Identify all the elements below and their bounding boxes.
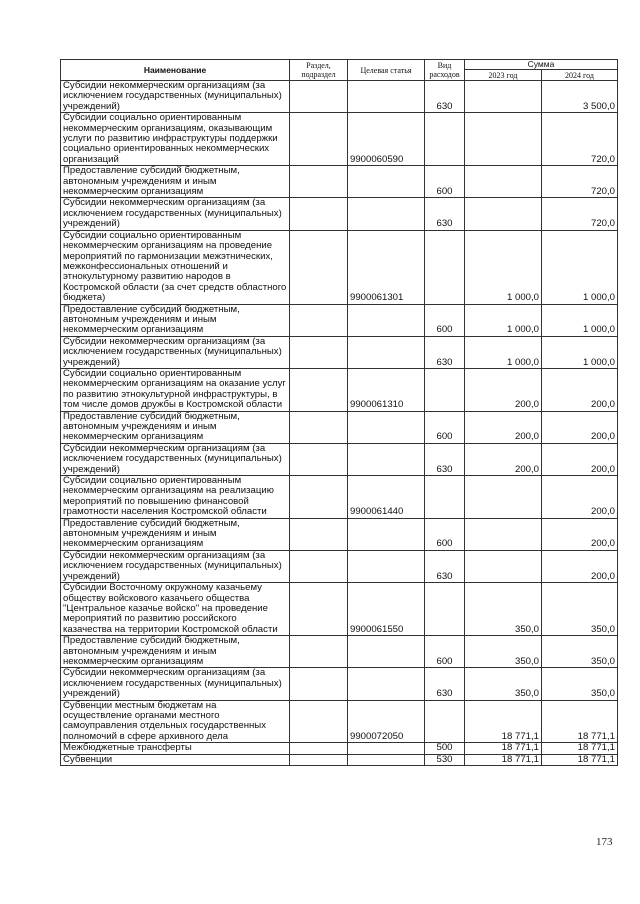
row-name: Предоставление субсидий бюджетным, автономным учреждениям и иным некоммерческим организациям <box>61 304 290 336</box>
row-target-article <box>348 166 425 198</box>
header-name: Наименование <box>61 60 290 81</box>
row-target-article <box>348 411 425 443</box>
row-name: Субсидии социально ориентированным некоммерческим организациям на реализацию мероприятий по повышению финансовой грамотности населения Костромской области <box>61 476 290 519</box>
row-expense-kind: 600 <box>425 636 465 668</box>
row-amount-2023: 200,0 <box>465 443 542 475</box>
row-amount-2024: 200,0 <box>542 550 618 582</box>
row-expense-kind: 600 <box>425 518 465 550</box>
row-target-article: 9900072050 <box>348 700 425 743</box>
row-amount-2024: 3 500,0 <box>542 81 618 113</box>
table-row <box>61 700 618 743</box>
table-row <box>61 743 618 754</box>
row-section <box>290 518 348 550</box>
row-amount-2024: 200,0 <box>542 368 618 411</box>
header-year-2024: 2024 год <box>542 70 618 81</box>
row-name: Субсидии некоммерческим организациям (за исключением государственных (муниципальных) учреждений) <box>61 198 290 230</box>
table-row <box>61 304 618 336</box>
row-section <box>290 743 348 754</box>
row-expense-kind: 600 <box>425 166 465 198</box>
table-row <box>61 368 618 411</box>
row-amount-2023: 18 771,1 <box>465 754 542 765</box>
row-section <box>290 230 348 304</box>
row-amount-2023: 350,0 <box>465 636 542 668</box>
row-name: Субсидии некоммерческим организациям (за исключением государственных (муниципальных) учреждений) <box>61 443 290 475</box>
row-expense-kind <box>425 476 465 519</box>
row-amount-2023 <box>465 550 542 582</box>
row-target-article <box>348 518 425 550</box>
row-amount-2024: 18 771,1 <box>542 743 618 754</box>
row-expense-kind: 630 <box>425 550 465 582</box>
row-expense-kind: 630 <box>425 81 465 113</box>
table-row <box>61 550 618 582</box>
row-expense-kind: 600 <box>425 304 465 336</box>
row-amount-2023: 350,0 <box>465 583 542 636</box>
row-name: Субсидии Восточному окружному казачьему обществу войскового казачьего общества "Центральное казачье войско" на проведение мероприятий по развитию российского казачества на территории Костромской области <box>61 583 290 636</box>
row-expense-kind <box>425 583 465 636</box>
table-row <box>61 166 618 198</box>
row-amount-2024: 200,0 <box>542 518 618 550</box>
row-amount-2024: 1 000,0 <box>542 304 618 336</box>
row-target-article <box>348 81 425 113</box>
row-amount-2024: 350,0 <box>542 636 618 668</box>
row-target-article <box>348 754 425 765</box>
row-expense-kind <box>425 700 465 743</box>
table-row <box>61 411 618 443</box>
header-section: Раздел, подраздел <box>290 60 348 81</box>
row-section <box>290 198 348 230</box>
page-number: 173 <box>596 836 613 848</box>
row-target-article: 9900060590 <box>348 113 425 166</box>
table-row <box>61 754 618 765</box>
row-amount-2024: 200,0 <box>542 476 618 519</box>
table-row <box>61 518 618 550</box>
row-section <box>290 113 348 166</box>
table-row <box>61 476 618 519</box>
row-amount-2024: 18 771,1 <box>542 700 618 743</box>
row-amount-2023: 200,0 <box>465 368 542 411</box>
row-section <box>290 304 348 336</box>
row-name: Межбюджетные трансферты <box>61 743 290 754</box>
row-name: Субвенции <box>61 754 290 765</box>
budget-table <box>60 59 618 766</box>
header-year-2023: 2023 год <box>465 70 542 81</box>
row-name: Предоставление субсидий бюджетным, автономным учреждениям и иным некоммерческим организациям <box>61 166 290 198</box>
table-row <box>61 443 618 475</box>
row-amount-2023 <box>465 81 542 113</box>
row-section <box>290 368 348 411</box>
row-amount-2024: 350,0 <box>542 668 618 700</box>
table-body <box>61 81 618 766</box>
table-row <box>61 198 618 230</box>
row-section <box>290 636 348 668</box>
row-amount-2023: 18 771,1 <box>465 743 542 754</box>
row-amount-2023: 1 000,0 <box>465 336 542 368</box>
row-amount-2024: 720,0 <box>542 198 618 230</box>
row-name: Субвенции местным бюджетам на осуществление органами местного самоуправления отдельных государственных полномочий в сфере архивного дела <box>61 700 290 743</box>
row-target-article: 9900061301 <box>348 230 425 304</box>
row-section <box>290 583 348 636</box>
row-target-article <box>348 668 425 700</box>
row-amount-2024: 720,0 <box>542 166 618 198</box>
header-sum: Сумма <box>465 60 618 70</box>
row-amount-2023 <box>465 166 542 198</box>
row-amount-2024: 200,0 <box>542 411 618 443</box>
table-row <box>61 668 618 700</box>
row-amount-2023: 350,0 <box>465 668 542 700</box>
row-expense-kind: 530 <box>425 754 465 765</box>
row-target-article: 9900061310 <box>348 368 425 411</box>
row-expense-kind <box>425 113 465 166</box>
row-target-article: 9900061550 <box>348 583 425 636</box>
row-expense-kind <box>425 368 465 411</box>
row-amount-2023: 200,0 <box>465 411 542 443</box>
row-amount-2024: 200,0 <box>542 443 618 475</box>
row-target-article <box>348 743 425 754</box>
row-amount-2024: 1 000,0 <box>542 336 618 368</box>
row-name: Субсидии некоммерческим организациям (за исключением государственных (муниципальных) учреждений) <box>61 336 290 368</box>
row-section <box>290 754 348 765</box>
row-amount-2023 <box>465 198 542 230</box>
row-amount-2023: 18 771,1 <box>465 700 542 743</box>
row-expense-kind: 630 <box>425 336 465 368</box>
row-section <box>290 476 348 519</box>
row-target-article <box>348 198 425 230</box>
row-section <box>290 443 348 475</box>
row-target-article <box>348 636 425 668</box>
table-row <box>61 636 618 668</box>
row-name: Субсидии социально ориентированным некоммерческим организациям, оказывающим услуги по развитию инфраструктуры поддержки социально ориентированных некоммерческих организаций <box>61 113 290 166</box>
table-header <box>61 60 618 81</box>
row-amount-2023: 1 000,0 <box>465 304 542 336</box>
table-row <box>61 336 618 368</box>
header-kind: Вид расходов <box>425 60 465 81</box>
row-amount-2024: 720,0 <box>542 113 618 166</box>
row-name: Субсидии некоммерческим организациям (за исключением государственных (муниципальных) учреждений) <box>61 550 290 582</box>
row-amount-2024: 1 000,0 <box>542 230 618 304</box>
row-name: Предоставление субсидий бюджетным, автономным учреждениям и иным некоммерческим организациям <box>61 411 290 443</box>
row-section <box>290 411 348 443</box>
table-row <box>61 113 618 166</box>
row-section <box>290 81 348 113</box>
row-section <box>290 700 348 743</box>
row-expense-kind: 630 <box>425 668 465 700</box>
table-row <box>61 583 618 636</box>
table-row <box>61 81 618 113</box>
row-section <box>290 166 348 198</box>
row-amount-2023 <box>465 113 542 166</box>
row-name: Предоставление субсидий бюджетным, автономным учреждениям и иным некоммерческим организациям <box>61 636 290 668</box>
row-amount-2023: 1 000,0 <box>465 230 542 304</box>
row-target-article <box>348 550 425 582</box>
row-target-article <box>348 336 425 368</box>
row-name: Субсидии социально ориентированным некоммерческим организациям на оказание услуг по развитию этнокультурной инфраструктуры, в том числе домов дружбы в Костромской области <box>61 368 290 411</box>
row-expense-kind <box>425 230 465 304</box>
row-section <box>290 550 348 582</box>
budget-sheet <box>60 59 617 766</box>
row-amount-2023 <box>465 518 542 550</box>
header-target: Целевая статья <box>348 60 425 81</box>
row-section <box>290 336 348 368</box>
row-target-article: 9900061440 <box>348 476 425 519</box>
row-section <box>290 668 348 700</box>
row-expense-kind: 500 <box>425 743 465 754</box>
row-name: Субсидии некоммерческим организациям (за исключением государственных (муниципальных) учреждений) <box>61 81 290 113</box>
row-amount-2024: 350,0 <box>542 583 618 636</box>
row-expense-kind: 630 <box>425 198 465 230</box>
row-amount-2024: 18 771,1 <box>542 754 618 765</box>
row-expense-kind: 600 <box>425 411 465 443</box>
table-row <box>61 230 618 304</box>
row-expense-kind: 630 <box>425 443 465 475</box>
row-amount-2023 <box>465 476 542 519</box>
row-target-article <box>348 443 425 475</box>
row-target-article <box>348 304 425 336</box>
row-name: Предоставление субсидий бюджетным, автономным учреждениям и иным некоммерческим организациям <box>61 518 290 550</box>
row-name: Субсидии социально ориентированным некоммерческим организациям на проведение мероприятий по гармонизации межэтнических, межконфессиональных отношений и этнокультурному развитию народов в Костромской области (за счет средств областного бюджета) <box>61 230 290 304</box>
row-name: Субсидии некоммерческим организациям (за исключением государственных (муниципальных) учреждений) <box>61 668 290 700</box>
